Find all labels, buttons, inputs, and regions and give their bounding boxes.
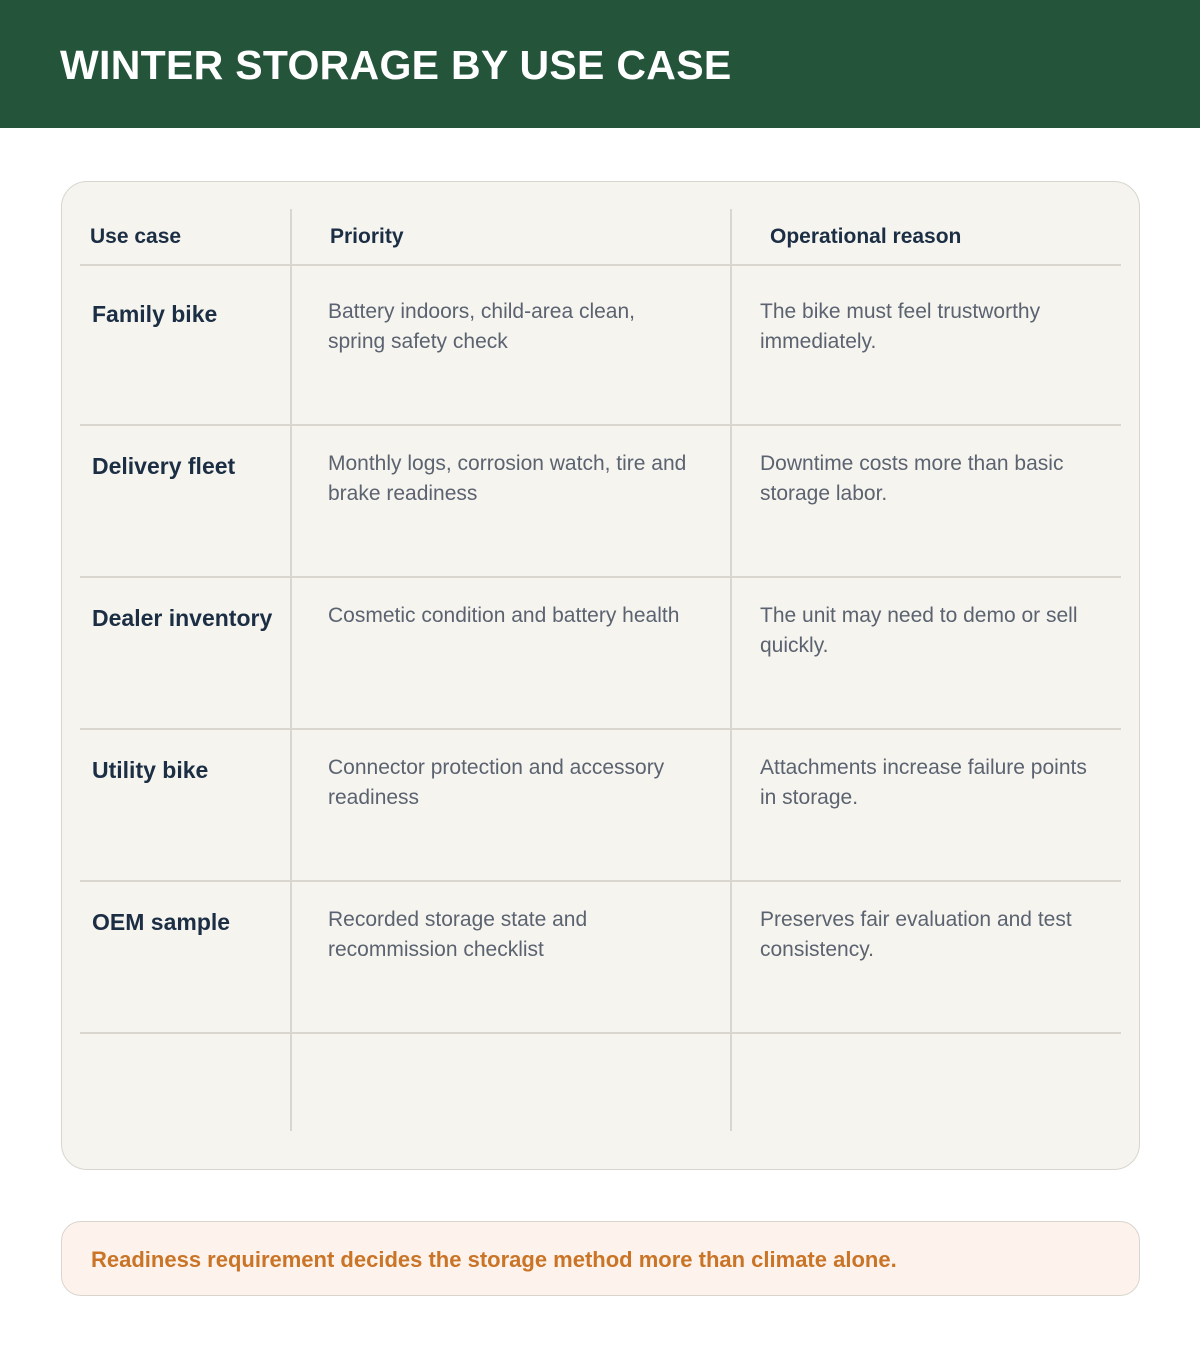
reason-cell: Attachments increase failure points in storage. bbox=[760, 756, 1087, 809]
row-divider bbox=[80, 728, 1121, 730]
column-divider bbox=[730, 209, 732, 1131]
priority-cell: Cosmetic condition and battery health bbox=[328, 604, 680, 627]
reason-cell: The bike must feel trustworthy immediately. bbox=[760, 300, 1041, 353]
use-case-cell: Dealer inventory bbox=[92, 605, 273, 631]
reason-cell: Downtime costs more than basic storage labor. bbox=[760, 452, 1064, 505]
column-header-priority: Priority bbox=[330, 225, 404, 248]
column-divider bbox=[290, 209, 292, 1131]
column-header-use-case: Use case bbox=[90, 225, 182, 248]
callout-note bbox=[61, 1221, 1140, 1296]
priority-cell: Connector protection and accessory readiness bbox=[328, 756, 665, 809]
row-divider bbox=[80, 264, 1121, 266]
row-divider bbox=[80, 880, 1121, 882]
priority-cell: Monthly logs, corrosion watch, tire and brake readiness bbox=[328, 452, 687, 505]
priority-cell: Recorded storage state and recommission checklist bbox=[328, 908, 588, 961]
use-case-cell: Delivery fleet bbox=[92, 453, 236, 479]
reason-cell: The unit may need to demo or sell quickly. bbox=[760, 604, 1078, 657]
row-divider bbox=[80, 576, 1121, 578]
page-title: WINTER STORAGE BY USE CASE bbox=[60, 42, 732, 88]
column-header-operational-reason: Operational reason bbox=[770, 225, 962, 248]
reason-cell: Preserves fair evaluation and test consistency. bbox=[760, 908, 1072, 961]
priority-cell: Battery indoors, child-area clean, spring safety check bbox=[328, 300, 635, 353]
use-case-cell: OEM sample bbox=[92, 909, 231, 935]
row-divider bbox=[80, 424, 1121, 426]
page-header bbox=[0, 0, 1200, 128]
use-case-cell: Family bike bbox=[92, 301, 218, 327]
use-case-cell: Utility bike bbox=[92, 757, 209, 783]
callout-note-text: Readiness requirement decides the storage method more than climate alone. bbox=[91, 1247, 897, 1272]
row-divider bbox=[80, 1032, 1121, 1034]
